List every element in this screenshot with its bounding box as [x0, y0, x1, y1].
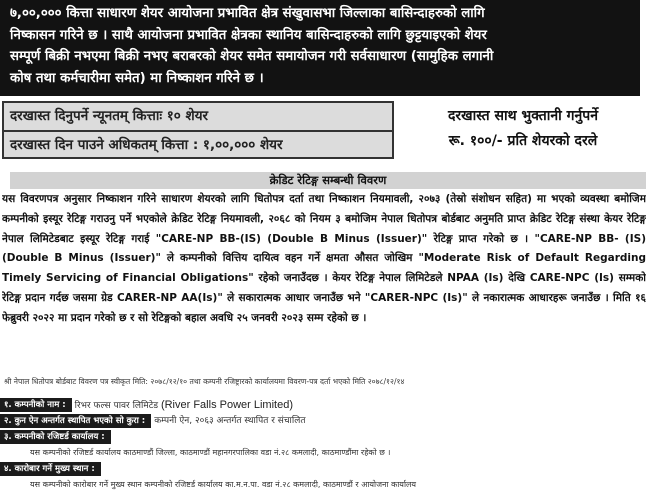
business-place-label: ४. कारोबार गर्ने मुख्य स्थान : — [0, 462, 101, 476]
maximum-units: दरखास्त दिन पाउने अधिकतम् कित्ता : १,००,००० शेयर — [4, 130, 392, 157]
company-info-item — [0, 398, 654, 412]
company-info-item — [0, 414, 654, 428]
header-notice-line: कोष तथा कर्मचारीमा समेत) मा निष्काशन गरिने छ । — [10, 70, 264, 86]
header-notice-line: सम्पूर्ण बिक्री नभएमा बिक्री नभए बराबरको शेयर समेत समायोजन गरी सर्वसाधारण (सामुहिक लगानी — [10, 49, 494, 64]
establishment-act-label: २. कुन ऐन अन्तर्गत स्थापित भएको सो कुरा : — [0, 414, 151, 428]
business-place-detail: यस कम्पनीको कारोबार गर्ने मुख्य स्थान कम्पनीको रजिष्टर्ड कार्यालय का.म.न.पा. वडा नं.२८ कमलादी, काठमाण्डौं र आयोजना कार्यालय — [30, 480, 417, 489]
header-notice-box — [0, 0, 640, 96]
company-name-english: (River Falls Power Limited) — [160, 398, 293, 411]
header-notice-line: ७,००,००० कित्ता साधारण शेयर आयोजना प्रभावित क्षेत्र संखुवासभा जिल्लाका बासिन्दाहरुको लागि — [10, 6, 485, 21]
application-limits-box — [2, 101, 394, 159]
company-name-value — [72, 398, 293, 413]
header-notice-line: निष्कासन गरिने छ । साथै आयोजना प्रभावित क्षेत्रका स्थानिय बासिन्दाहरुको लागि छुट्टयाइएको शेयर — [10, 27, 487, 43]
payment-note-line2: रू. १००/- प्रति शेयरको दरले — [448, 133, 598, 149]
company-info-list — [0, 398, 654, 493]
credit-rating-title: क्रेडिट रेटिङ्ग सम्बन्धी विवरण — [10, 172, 646, 189]
registered-office-detail: यस कम्पनीको रजिष्टर्ड कार्यालय काठमाण्डौं जिल्ला, काठमाण्डौं महानगरपालिका वडा नं.२८ कमलादी, काठमाण्डौंमा रहेको छ । — [30, 448, 391, 457]
approval-note: श्री नेपाल धितोपत्र बोर्डबाट विवरण पत्र स्वीकृत मिति: २०७८/१२/१० तथा कम्पनी रजिष्ट्रारको कार्यालयमा विवरण-पत्र दर्ता भएको मिति २०७८/१२/१४ — [4, 377, 405, 386]
company-info-item — [0, 462, 654, 476]
payment-note — [400, 104, 646, 158]
establishment-act-value: कम्पनी ऐन, २०६३ अन्तर्गत स्थापित र संचालित — [154, 416, 306, 426]
minimum-units: दरखास्त दिनुपर्ने न्यूनतम् कित्ताः १० शेयर — [10, 108, 209, 124]
payment-note-line1: दरखास्त साथ भुक्तानी गर्नुपर्ने — [447, 108, 599, 124]
company-info-item — [0, 430, 654, 444]
company-name-label: १. कम्पनीको नाम : — [0, 398, 72, 412]
registered-office-label: ३. कम्पनीको रजिष्टर्ड कार्यालय : — [0, 430, 111, 444]
company-name-nepali: रिभर फल्स पावर लिमिटेड — [74, 400, 159, 411]
credit-rating-body: यस विवरणपत्र अनुसार निष्काशन गरिने साधारण शेयरको लागि धितोपत्र दर्ता तथा निष्काशन नियमावली, २०७३ (तेस्रो संशोधन सहित) मा भएको व्यवस्था बमोजिम कम्पनीको इस्यूर रेटिङ्ग गराउनु पर्ने भएकोले क्रेडिट रेटिङ्ग नियमावली, २०६८ को नियम ३ बमोजिम नेपाल धितोपत्र बोर्डबाट अनुमति प्राप्त क्रेडिट रेटिङ्ग संस्था केयर रेटिङ्ग नेपाल लिमिटेडबाट इस्यूर रेटिङ्ग गराई "CARE-NP BB-(IS) (Double B Minus (Issuer)" रेटिङ्ग प्राप्त गरेको छ । "CARE-NP BB- (IS) (Double B Minus (Issuer)" ले कम्पनीको वित्तिय दायित्व वहन गर्ने क्षमता औसत जोखिम "Moderate Risk of Default Regarding Timely Servicing of Financial Obligations" रहेको जनाउँदछ । केयर रेटिङ्ग नेपाल लिमिटेडले NPAA (Is) देखि CARE-NPC (Is) सम्मको रेटिङ्ग प्रदान गर्दछ जसमा ग्रेड CARER-NP AA(Is)" ले सकारात्मक आधार जनाउँछ भने "CARER-NPC (Is)" ले नकारात्मक आधारहरू जनाउँछ । मिति १६ फेब्रुवरी २०२२ मा प्रदान गरेको छ र सो रेटिङ्गको बहाल अवधि २५ जनवरी २०२३ सम्म रहेको छ । — [2, 193, 646, 324]
